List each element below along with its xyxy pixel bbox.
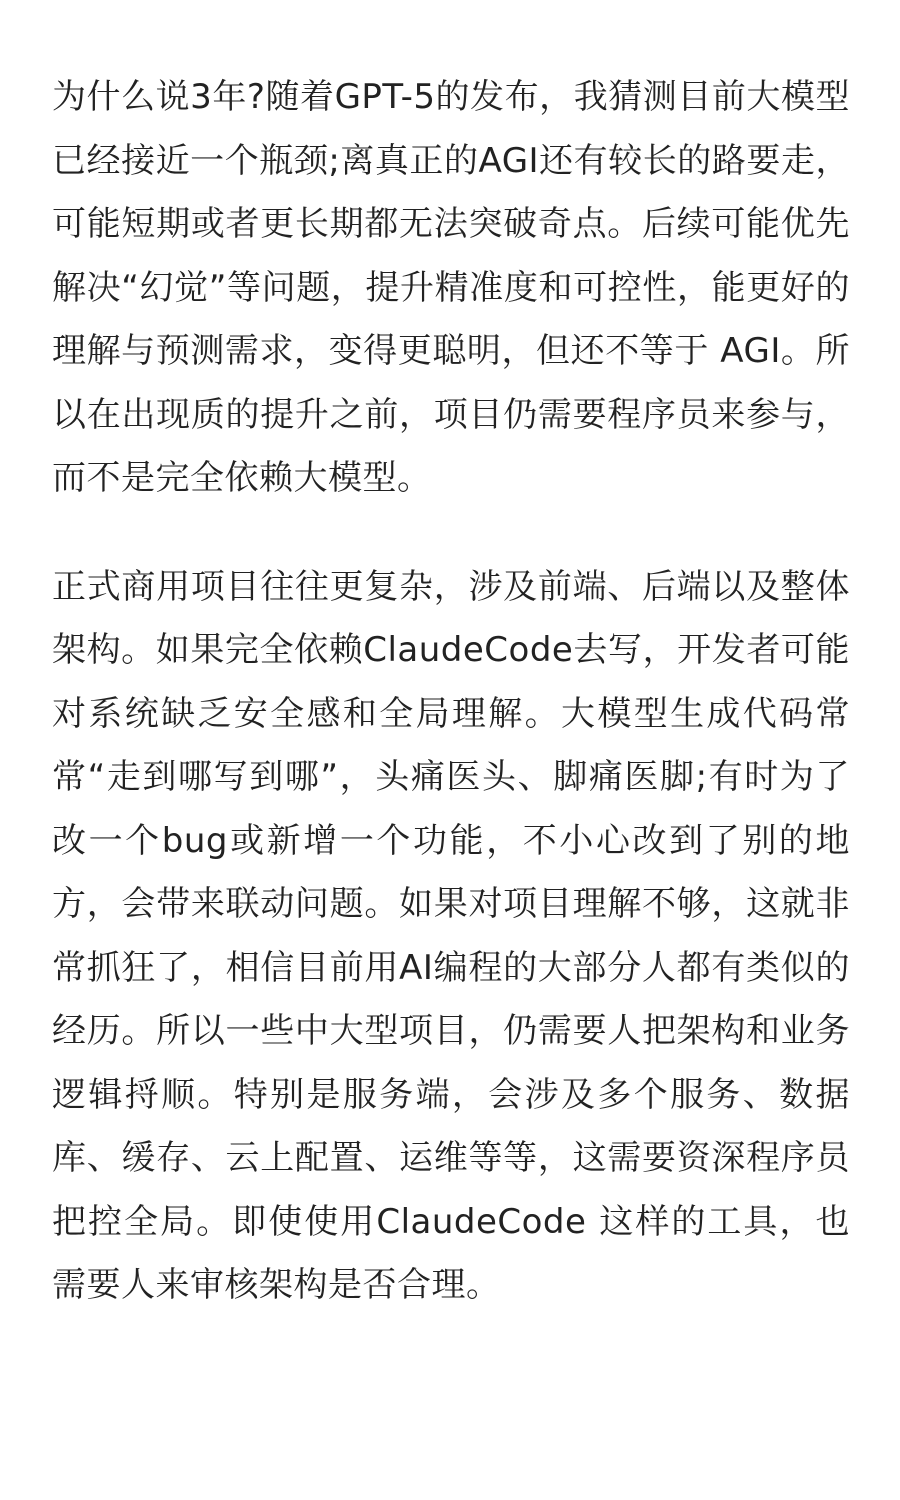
paragraph-2: 正式商用项目往往更复杂，涉及前端、后端以及整体架构。如果完全依赖ClaudeCode去写，开发者可能对系统缺乏安全感和全局理解。大模型生成代码常常“走到哪写到哪”，头痛医头、脚痛医脚;有时为了改一个bug或新增一个功能，不小心改到了别的地方，会带来联动问题。如果对项目理解不够，这就非常抓狂了，相信目前用AI编程的大部分人都有类似的经历。所以一些中大型项目，仍需要人把架构和业务逻辑捋顺。特别是服务端，会涉及多个服务、数据库、缓存、云上配置、运维等等，这需要资深程序员把控全局。即使使用ClaudeCode 这样的工具，也需要人来审核架构是否合理。 [52, 566, 850, 1305]
article-body [52, 66, 850, 1318]
paragraph-1: 为什么说3年?随着GPT-5的发布，我猜测目前大模型已经接近一个瓶颈;离真正的AGI还有较长的路要走，可能短期或者更长期都无法突破奇点。后续可能优先解决“幻觉”等问题，提升精准度和可控性，能更好的理解与预测需求，变得更聪明，但还不等于 AGI。所以在出现质的提升之前，项目仍需要程序员来参与，而不是完全依赖大模型。 [52, 77, 850, 498]
